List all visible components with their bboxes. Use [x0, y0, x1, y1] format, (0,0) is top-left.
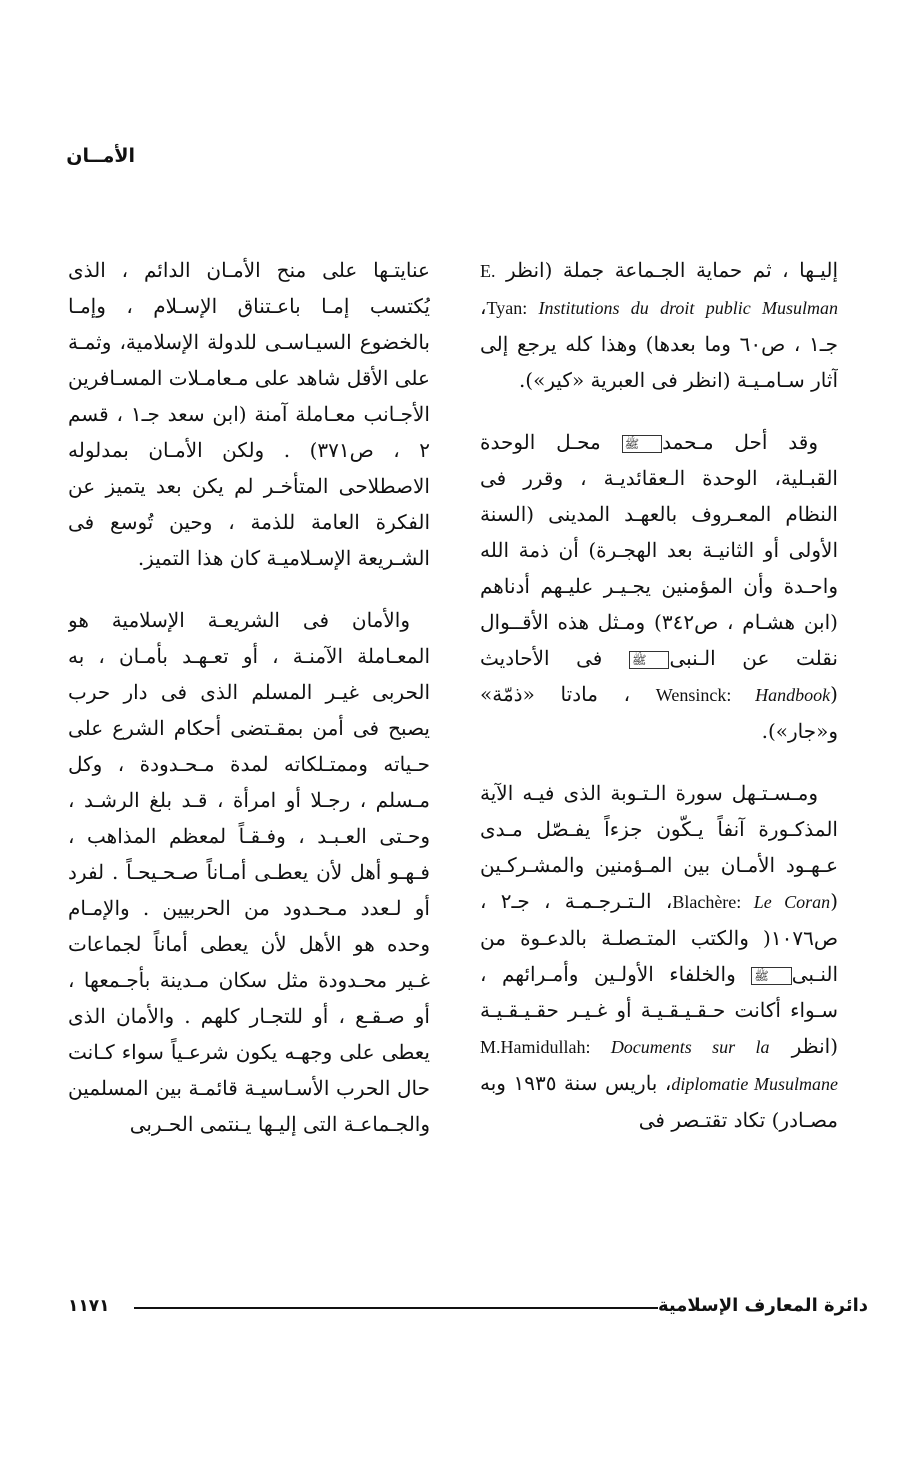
text-run: والأمان فى الشريعـة الإسلامية هو المعـاملة الآمنـة ، أو تعـهـد بأمـان ، به الحربى غيـر المسلم الذى فى دار حرب يصبح فى أمن بمقـتضى أحكام الشرع على حـياته وممتـلكاته لمدة مـحـدودة ، وكل مـسلم ، رجـلا أو امرأة ، قـد بلغ الرشـد ، وحـتى العـبـد ، وفـقـاً لمعظم المذاهب ، فـهـو أهل لأن يعطـى أمـاناً صـحـيحـاً . لفرد أو لـعدد مـحـدود من الحربيين . والإمـام وحده هو الأهل لأن يعطى أماناً لجماعات غـير محـدودة مثل سكان مـدينة بأجـمعها ، أو صـقـع ، أو للتجـار كلهم . والأمان الذى يعطى على وجهـه يكون شرعـياً سواء كـانت حال الحرب الأسـاسيـة قائمـة بين المسلمين والجـماعـة التى إليـها يـنتمى الحـربى — [68, 608, 430, 1136]
text-run: ، الـتـرجـمـة ، جـ٢ ، ص١٠٧٦( والكتب المتـصلـة بالدعـوة من النـبى — [480, 889, 838, 986]
footer-rule — [134, 1307, 658, 1309]
text-run: ، مادتا «ذمّة» و«جار»). — [480, 682, 838, 743]
citation-author: Blachère: — [672, 892, 754, 912]
page-number: ١١٧١ — [68, 1296, 110, 1316]
citation-author: E. Tyan: — [480, 261, 539, 318]
publication-title: دائرة المعارف الإسلامية — [657, 1295, 868, 1316]
paragraph — [480, 424, 838, 749]
paragraph — [480, 775, 838, 1138]
paragraph — [68, 252, 430, 576]
text-run: ، جـ١ ، ص٦٠ وما بعدها) وهذا كله يرجع إلى آثار سـامـيـة (انظر فى العبرية «كير»). — [480, 295, 838, 392]
citation-author: M.Hamidullah: — [480, 1037, 611, 1057]
text-run: محـل الوحدة القبـلية، الوحدة الـعقائديـة ، وقرر فى النظام المعـروف بالعهـد المدينى (السنة الأولى أو الثانيـة بعد الهجـرة) أن ذمة الله واحـدة وأن المؤمنين يجـيـر عليـهم أدناهم (ابن هشـام ، ص٣٤٢) ومـثل هذه الأقــوال نقلت عن الـنبى — [480, 430, 838, 670]
honorific-glyph: ﷺ — [622, 435, 663, 453]
text-run: فى الأحاديث ( — [480, 646, 838, 706]
honorific-glyph: ﷺ — [629, 651, 670, 669]
text-run: ، باريس سنة ١٩٣٥ وبه مصـادر) تكاد تقتـصر فى — [480, 1071, 838, 1132]
citation-title: Institutions du droit public Musulman — [538, 298, 838, 318]
page-footer — [68, 1288, 868, 1328]
text-column-left — [68, 252, 430, 1262]
text-column-right — [480, 252, 838, 1262]
citation-author: Wensinck: — [655, 685, 756, 705]
paragraph — [480, 252, 838, 398]
text-run: عنايتـها على منح الأمـان الدائم ، الذى يُكتسب إمـا باعـتناق الإسـلام ، وإمـا بالخضوع السيـاسـى للدولة الإسلامية، وثمـة على الأقل شاهد على مـعامـلات المسـافرين الأجـانب معـاملة آمنة (ابن سعد جـ١ ، قسم ٢ ، ص٣٧١) . ولكن الأمـان بمدلوله الاصطلاحى المتأخـر لم يكن بعد يتميز عن الفكرة العامة للذمة ، وحين تُوسع فى الشـريعة الإسـلاميـة كان هذا التميز. — [68, 258, 430, 570]
paragraph — [68, 602, 430, 1142]
honorific-glyph: ﷺ — [751, 967, 792, 985]
citation-title: Le Coran — [753, 892, 831, 912]
citation-title: Documents sur la diplomatie Musulmane — [610, 1037, 838, 1094]
running-header: الأمــان — [66, 145, 135, 167]
text-run: إليـها ، ثم حماية الجـماعة جملة (انظر — [495, 258, 838, 282]
citation-title: Handbook — [755, 685, 831, 705]
text-run: والخلفاء الأولـين وأمـرائهم ، سـواء أكانت حـقـيـقـيـة أو غـيـر حقـيـقـيـة (انظر — [480, 962, 838, 1058]
text-run: وقد أحل مـحمد — [662, 430, 818, 454]
text-run: ومـسـتـهل سورة الـتـوبة الذى فيـه الآية المذكـورة آنفاً يـكّون جزءاً يفـصّل مـدى عـهـود الأمـان بين المـؤمنين والمشـركـين ( — [480, 781, 838, 913]
